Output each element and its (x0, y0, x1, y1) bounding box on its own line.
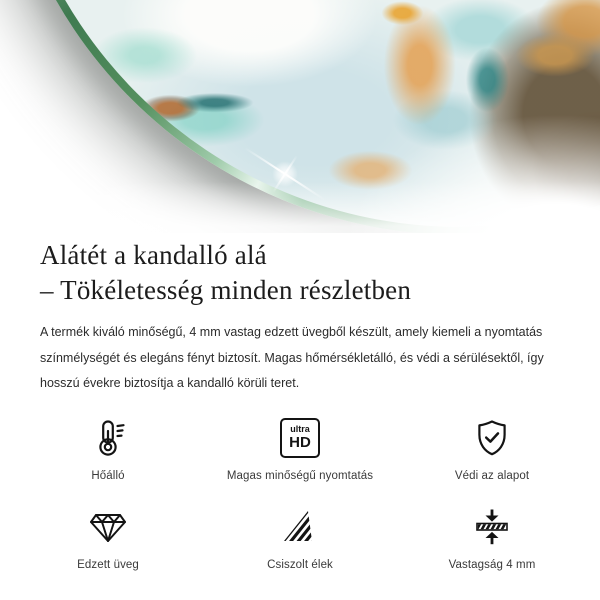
feature-label: Védi az alapot (454, 469, 530, 482)
features-grid (0, 417, 600, 571)
feature-label: Vastagság 4 mm (448, 558, 536, 571)
glass-disc-marble-art (3, 0, 600, 227)
feature-tempered-glass (12, 506, 204, 571)
product-photo (0, 0, 600, 233)
feature-thickness (396, 506, 588, 571)
thickness-icon (472, 506, 512, 548)
feature-label: Csiszolt élek (267, 558, 333, 571)
ultra-hd-icon: ultra HD (280, 417, 320, 459)
glass-disc-edge (0, 0, 600, 233)
page-title-line2: – Tökéletesség minden részletben (40, 274, 412, 305)
feature-protects-base (396, 417, 588, 482)
feature-polished-edges (204, 506, 396, 571)
page-title-line1: Alátét a kandalló alá (40, 240, 267, 270)
product-info-section (0, 233, 600, 571)
shield-check-icon (472, 417, 512, 459)
thermometer-icon (88, 417, 128, 459)
feature-label: Magas minőségű nyomtatás (226, 469, 374, 482)
feature-heat-resistant (12, 417, 204, 482)
polished-edges-icon (280, 506, 320, 548)
diamond-icon (88, 506, 128, 548)
feature-high-quality-print (204, 417, 396, 482)
page-title (40, 238, 560, 307)
product-description: A termék kiváló minőségű, 4 mm vastag edzett üvegből készült, amely kiemeli a nyomtatás színmélységét és elegáns fényt biztosít. Magas hőmérsékletálló, és védi a sérülésektől, így hosszú évekre biztosítja a kandalló körüli teret. (40, 325, 544, 391)
feature-label: Edzett üveg (77, 558, 139, 571)
feature-label: Hőálló (91, 469, 125, 482)
